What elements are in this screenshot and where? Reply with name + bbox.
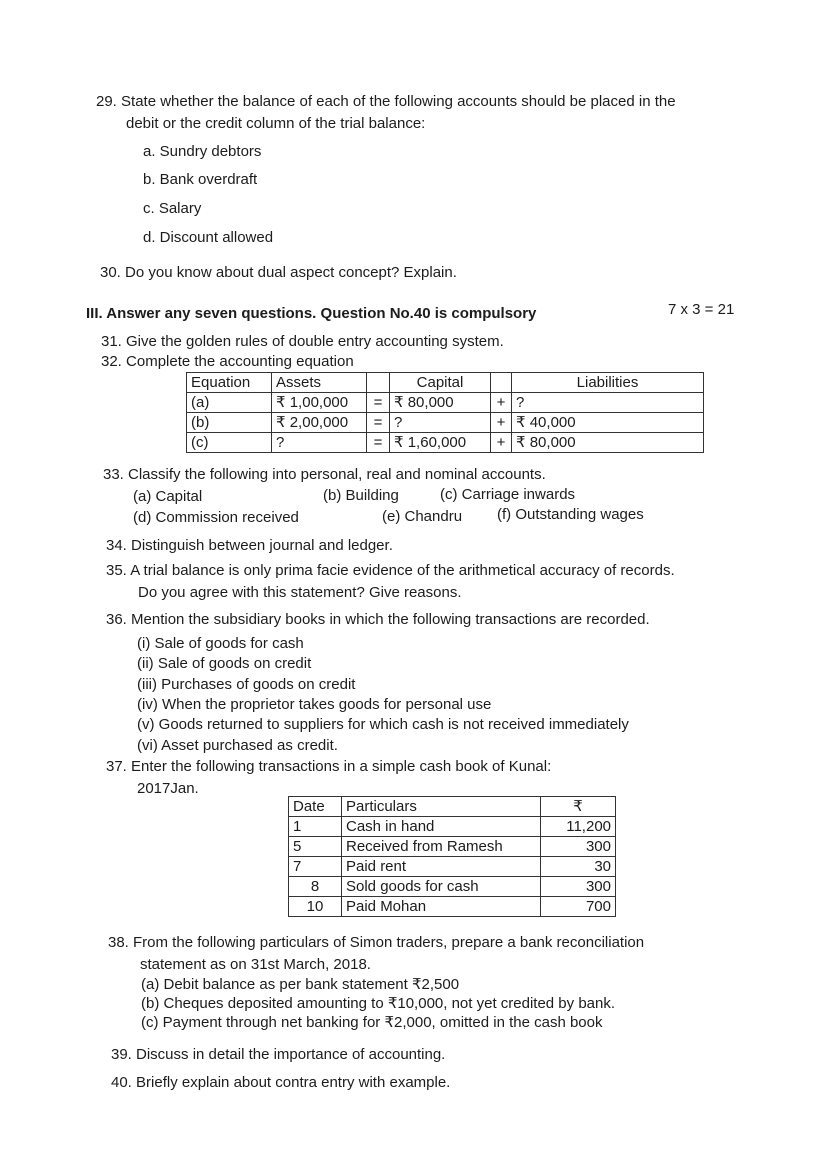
- cell: 300: [541, 837, 616, 857]
- header-cell: [367, 373, 390, 393]
- q36-item: (v) Goods returned to suppliers for which cash is not received immediately: [137, 716, 629, 733]
- q35-line2: Do you agree with this statement? Give reasons.: [138, 584, 462, 601]
- q29-item-a: a. Sundry debtors: [143, 143, 262, 160]
- header-cell: Capital: [390, 373, 491, 393]
- table-row: [187, 393, 704, 413]
- table-header-row: [187, 373, 704, 393]
- cell: ₹ 80,000: [390, 393, 491, 413]
- cell: 11,200: [541, 817, 616, 837]
- cell: 30: [541, 857, 616, 877]
- q36-text: 36. Mention the subsidiary books in which the following transactions are recorded.: [106, 611, 650, 628]
- cell: (b): [187, 413, 272, 433]
- table-row: [289, 837, 616, 857]
- q33-text: 33. Classify the following into personal, real and nominal accounts.: [103, 466, 546, 483]
- q33-option-a: (a) Capital: [133, 488, 203, 505]
- q29-line2: debit or the credit column of the trial balance:: [126, 115, 426, 132]
- header-cell: Date: [289, 797, 342, 817]
- q33-option-c: (c) Carriage inwards: [440, 486, 576, 503]
- q31: 31. Give the golden rules of double entry accounting system.: [101, 333, 504, 350]
- q37-year: 2017Jan.: [137, 780, 199, 797]
- q36-item: (ii) Sale of goods on credit: [137, 655, 312, 672]
- table-header-row: [289, 797, 616, 817]
- q33-option-f: (f) Outstanding wages: [497, 506, 644, 523]
- table-row: [289, 857, 616, 877]
- cell: =: [367, 393, 390, 413]
- cell: 700: [541, 897, 616, 917]
- q36-item: (i) Sale of goods for cash: [137, 635, 304, 652]
- cell: +: [491, 393, 512, 413]
- cell: 8: [289, 877, 342, 897]
- q38-line2: statement as on 31st March, 2018.: [140, 956, 371, 973]
- q32-text: 32. Complete the accounting equation: [101, 353, 354, 370]
- cell: 300: [541, 877, 616, 897]
- cell: +: [491, 413, 512, 433]
- q33-option-d: (d) Commission received: [133, 509, 299, 526]
- q34: 34. Distinguish between journal and ledger.: [106, 537, 393, 554]
- cell: ₹ 2,00,000: [272, 413, 367, 433]
- header-cell: Particulars: [342, 797, 541, 817]
- header-cell: Assets: [272, 373, 367, 393]
- table-row: [289, 817, 616, 837]
- accounting-equation-table: [186, 372, 704, 453]
- q38-line1: 38. From the following particulars of Simon traders, prepare a bank reconciliation: [108, 934, 645, 951]
- cell: Received from Ramesh: [342, 837, 541, 857]
- section-marks: 7 x 3 = 21: [668, 301, 735, 318]
- q37-text: 37. Enter the following transactions in a simple cash book of Kunal:: [106, 758, 552, 775]
- header-cell: [491, 373, 512, 393]
- cell: 7: [289, 857, 342, 877]
- cash-book-table: [288, 796, 616, 917]
- cell: (a): [187, 393, 272, 413]
- q36-item: (vi) Asset purchased as credit.: [137, 737, 338, 754]
- cell: =: [367, 413, 390, 433]
- q36-item: (iv) When the proprietor takes goods for personal use: [137, 696, 492, 713]
- q33-option-b: (b) Building: [323, 487, 399, 504]
- cell: ?: [390, 413, 491, 433]
- cell: 1: [289, 817, 342, 837]
- cell: 5: [289, 837, 342, 857]
- cell: Paid Mohan: [342, 897, 541, 917]
- q29-item-b: b. Bank overdraft: [143, 171, 258, 188]
- cell: ₹ 1,00,000: [272, 393, 367, 413]
- cell: ?: [272, 433, 367, 453]
- q36-item: (iii) Purchases of goods on credit: [137, 676, 356, 693]
- table-row: [289, 877, 616, 897]
- q29-item-c: c. Salary: [143, 200, 202, 217]
- header-cell: ₹: [541, 797, 616, 817]
- q40: 40. Briefly explain about contra entry with example.: [111, 1074, 451, 1091]
- section-heading: III. Answer any seven questions. Question No.40 is compulsory: [86, 305, 537, 322]
- cell: 10: [289, 897, 342, 917]
- cell: ?: [512, 393, 704, 413]
- header-cell: Equation: [187, 373, 272, 393]
- q35-line1: 35. A trial balance is only prima facie evidence of the arithmetical accuracy of records.: [106, 562, 675, 579]
- q29-item-d: d. Discount allowed: [143, 229, 274, 246]
- table-row: [187, 413, 704, 433]
- cell: ₹ 1,60,000: [390, 433, 491, 453]
- table-row: [187, 433, 704, 453]
- cell: (c): [187, 433, 272, 453]
- q29-line1: 29. State whether the balance of each of the following accounts should be placed in the: [96, 93, 676, 110]
- cell: ₹ 80,000: [512, 433, 704, 453]
- q38-item-b: (b) Cheques deposited amounting to ₹10,000, not yet credited by bank.: [141, 995, 616, 1012]
- q39: 39. Discuss in detail the importance of accounting.: [111, 1046, 446, 1063]
- cell: Sold goods for cash: [342, 877, 541, 897]
- q38-item-c: (c) Payment through net banking for ₹2,000, omitted in the cash book: [141, 1014, 603, 1031]
- cell: =: [367, 433, 390, 453]
- cell: +: [491, 433, 512, 453]
- cell: Cash in hand: [342, 817, 541, 837]
- table-row: [289, 897, 616, 917]
- cell: Paid rent: [342, 857, 541, 877]
- q33-option-e: (e) Chandru: [382, 508, 463, 525]
- cell: ₹ 40,000: [512, 413, 704, 433]
- q38-item-a: (a) Debit balance as per bank statement ₹2,500: [141, 976, 460, 993]
- q30: 30. Do you know about dual aspect concept? Explain.: [100, 264, 457, 281]
- header-cell: Liabilities: [512, 373, 704, 393]
